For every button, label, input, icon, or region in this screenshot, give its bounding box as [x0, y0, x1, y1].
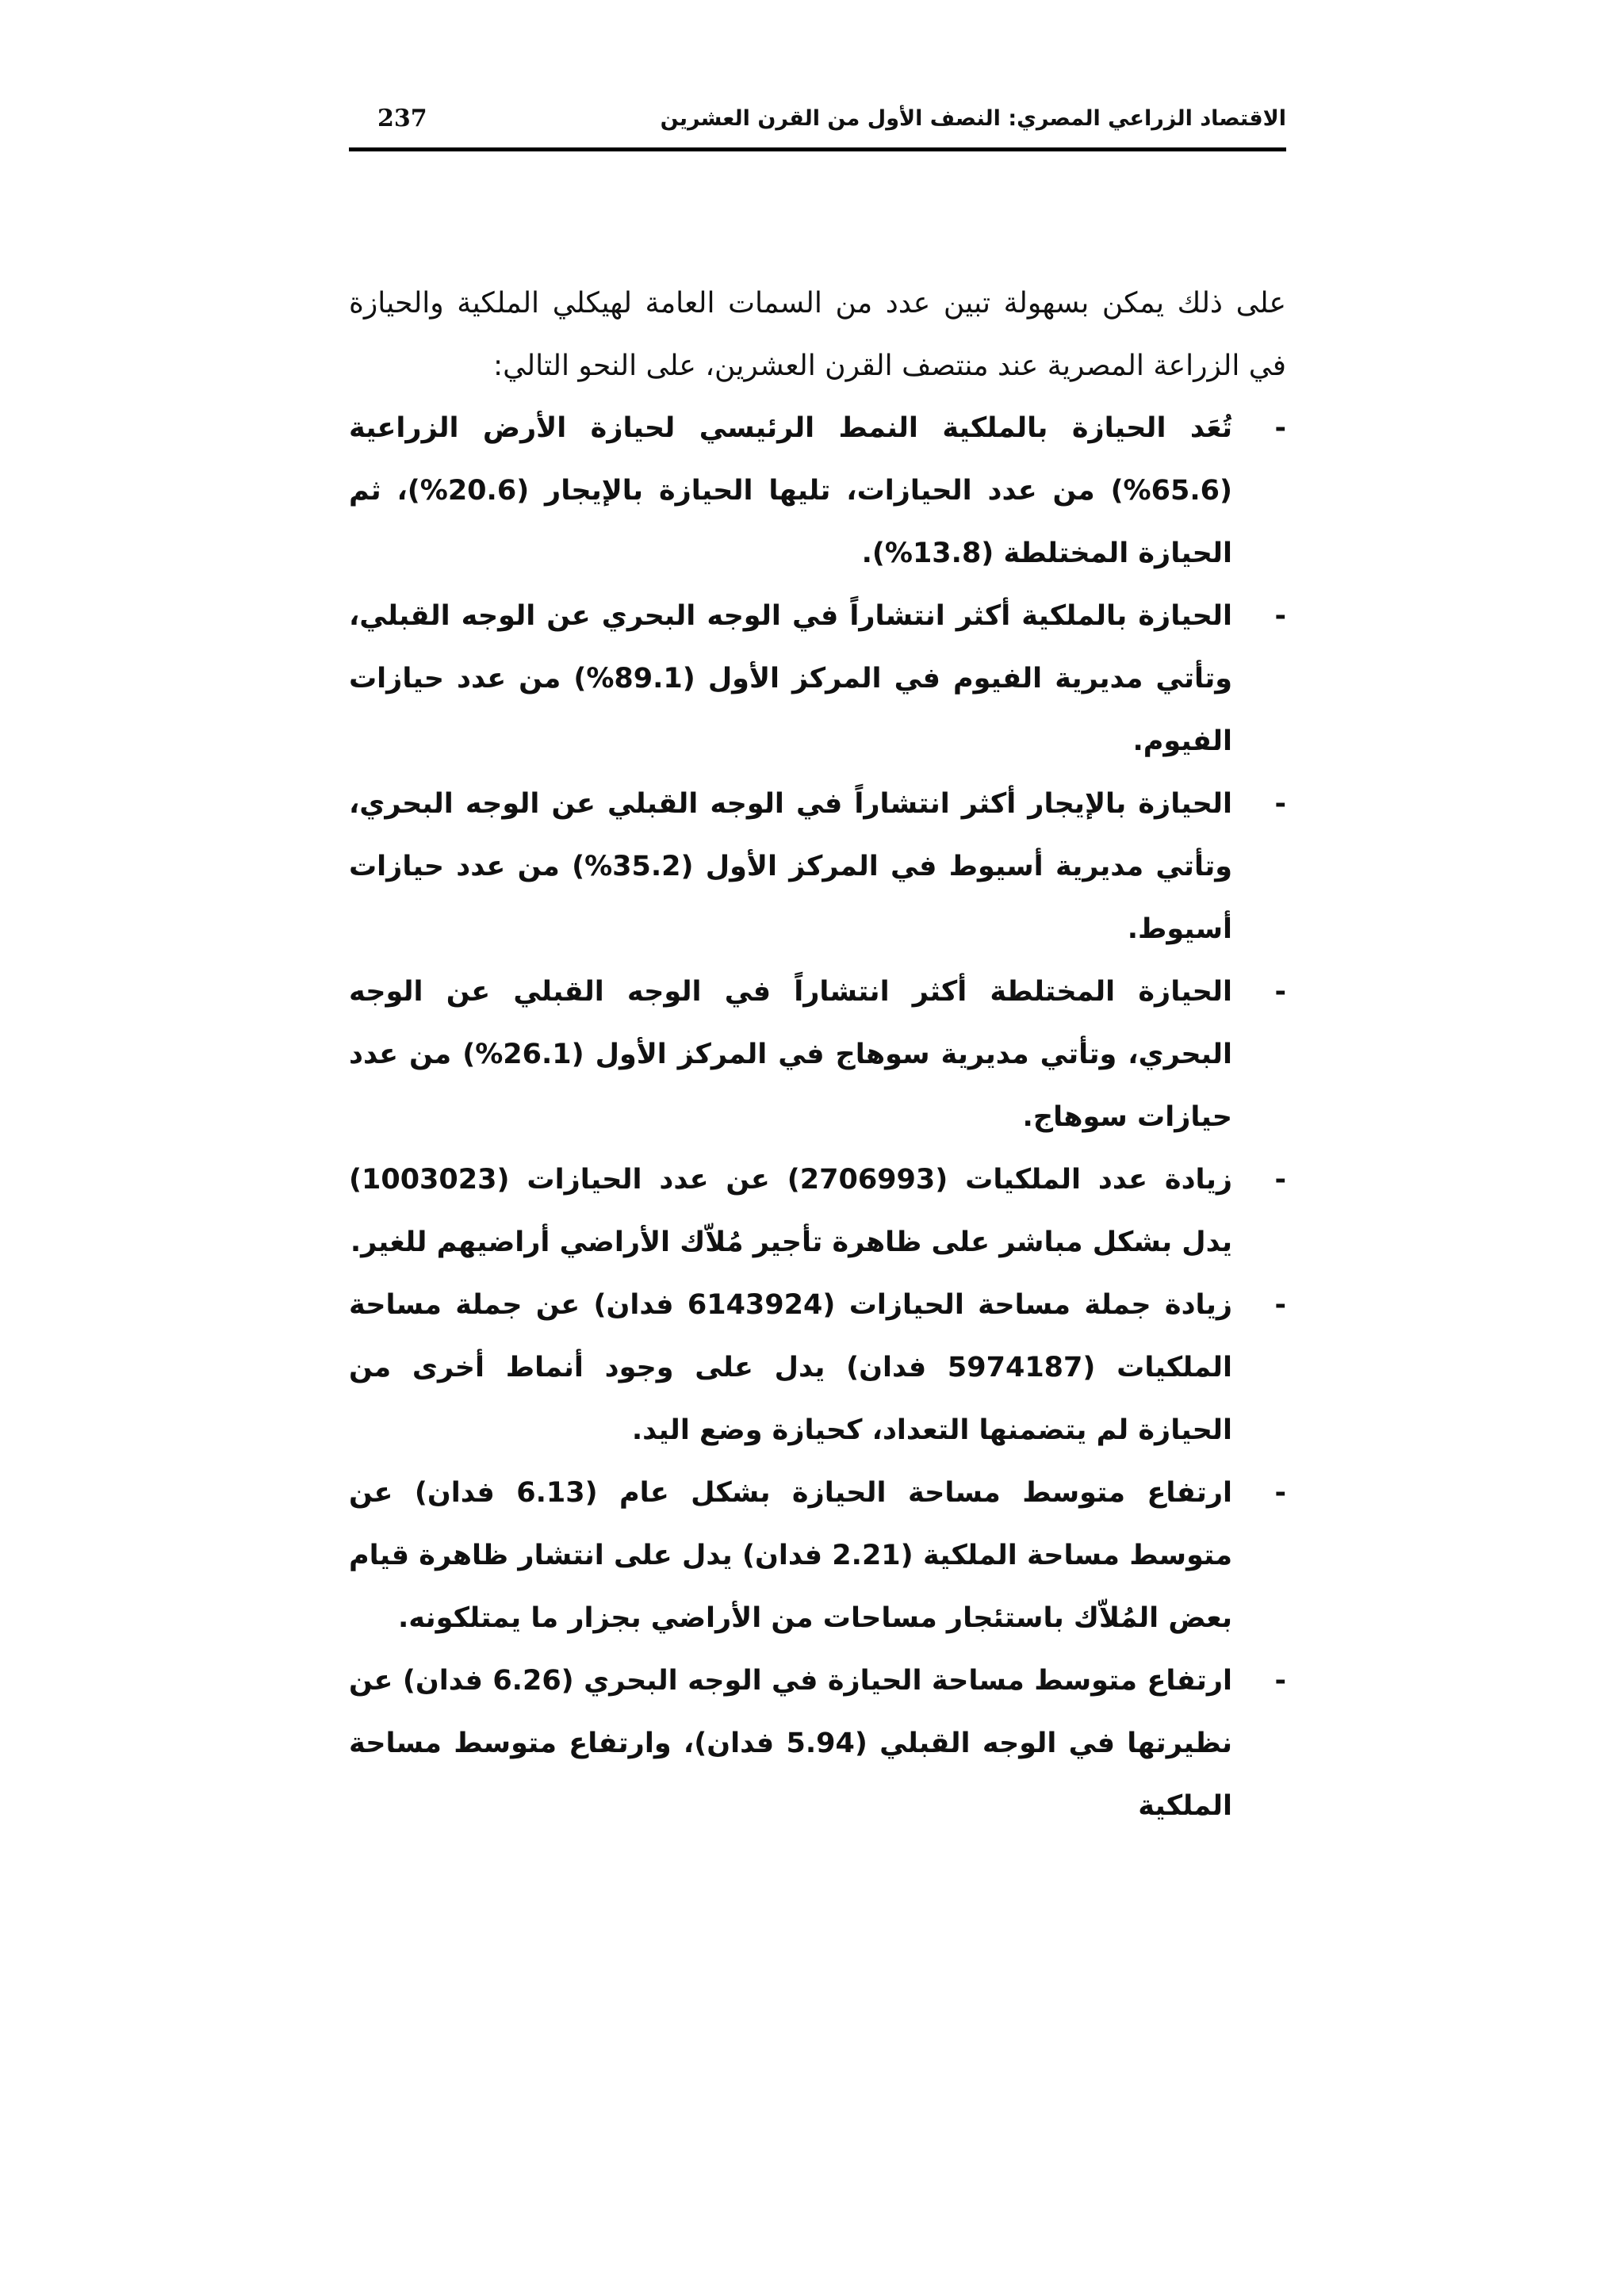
page-number: 237: [377, 105, 427, 132]
running-title: الاقتصاد الزراعي المصري: النصف الأول من القرن العشرين: [660, 106, 1286, 131]
bullet-marker: -: [1274, 1477, 1286, 1509]
bullet-text: الحيازة بالإيجار أكثر انتشاراً في الوجه القبلي عن الوجه البحري، وتأتي مديرية أسيوط في المركز الأول (35.2%) من عدد حيازات أسيوط.: [349, 788, 1232, 945]
bullet-text: زيادة عدد الملكيات (2706993) عن عدد الحيازات (1003023) يدل بشكل مباشر على ظاهرة تأجير مُلاّك الأراضي أراضيهم للغير.: [349, 1164, 1232, 1258]
bullet-marker: -: [1274, 1289, 1286, 1321]
page-content: [349, 272, 1286, 1838]
bullet-marker: -: [1274, 1164, 1286, 1196]
bullet-item: [349, 1462, 1286, 1650]
bullet-list: [349, 397, 1286, 1838]
bullet-text: ارتفاع متوسط مساحة الحيازة في الوجه البحري (6.26 فدان) عن نظيرتها في الوجه القبلي (5.94 فدان)، وارتفاع متوسط مساحة الملكية: [349, 1665, 1232, 1822]
bullet-text: ارتفاع متوسط مساحة الحيازة بشكل عام (6.13 فدان) عن متوسط مساحة الملكية (2.21 فدان) يدل على انتشار ظاهرة قيام بعض المُلاّك باستئجار مساحات من الأراضي بجزار ما يمتلكونه.: [349, 1477, 1232, 1634]
bullet-item: [349, 1149, 1286, 1274]
bullet-marker: -: [1274, 1665, 1286, 1697]
bullet-item: [349, 961, 1286, 1149]
bullet-marker: -: [1274, 600, 1286, 632]
bullet-text: تُعَد الحيازة بالملكية النمط الرئيسي لحيازة الأرض الزراعية (65.6%) من عدد الحيازات، تليها الحيازة بالإيجار (20.6%)، ثم الحيازة المختلطة (13.8%).: [349, 412, 1232, 569]
bullet-marker: -: [1274, 788, 1286, 820]
bullet-item: [349, 773, 1286, 961]
bullet-item: [349, 1650, 1286, 1838]
bullet-marker: -: [1274, 976, 1286, 1008]
bullet-text: الحيازة بالملكية أكثر انتشاراً في الوجه البحري عن الوجه القبلي، وتأتي مديرية الفيوم في المركز الأول (89.1%) من عدد حيازات الفيوم.: [349, 600, 1232, 757]
page-header: [349, 101, 1286, 151]
bullet-item: [349, 397, 1286, 585]
bullet-item: [349, 585, 1286, 773]
bullet-text: الحيازة المختلطة أكثر انتشاراً في الوجه القبلي عن الوجه البحري، وتأتي مديرية سوهاج في المركز الأول (26.1%) من عدد حيازات سوهاج.: [349, 976, 1232, 1133]
intro-paragraph: على ذلك يمكن بسهولة تبين عدد من السمات العامة لهيكلي الملكية والحيازة في الزراعة المصرية عند منتصف القرن العشرين، على النحو التالي:: [349, 287, 1286, 382]
bullet-text: زيادة جملة مساحة الحيازات (6143924 فدان) عن جملة مساحة الملكيات (5974187 فدان) يدل على وجود أنماط أخرى من الحيازة لم يتضمنها التعداد، كحيازة وضع اليد.: [349, 1289, 1232, 1446]
bullet-marker: -: [1274, 412, 1286, 444]
bullet-item: [349, 1274, 1286, 1462]
